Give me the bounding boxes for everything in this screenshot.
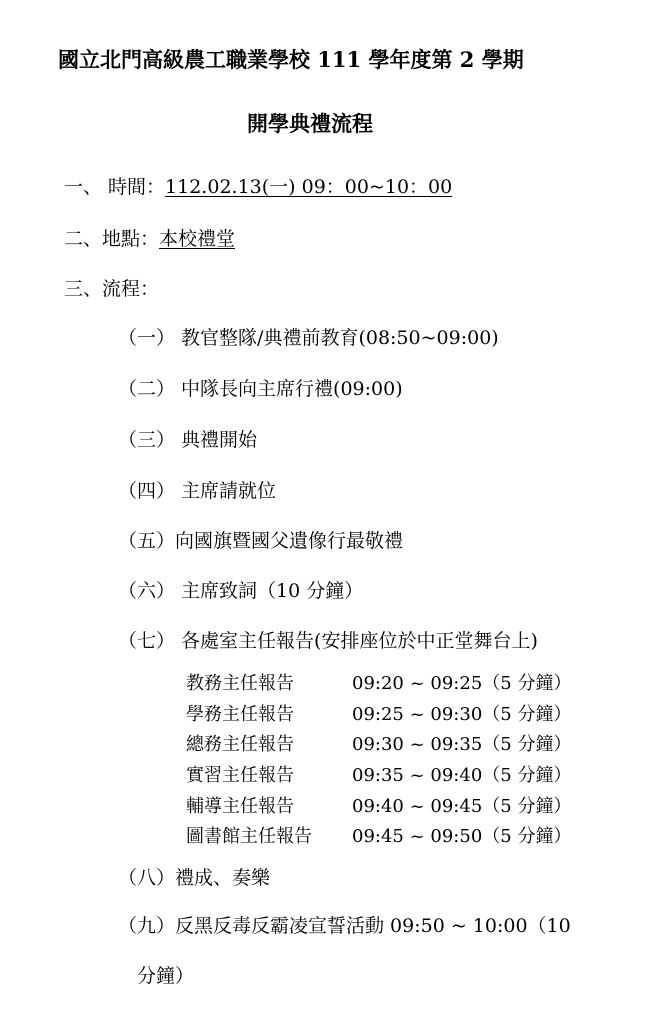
report-time: 09:30 ~ 09:35（5 分鐘） — [352, 734, 572, 755]
report-name: 總務主任報告 — [186, 734, 294, 755]
step-item: （九）反黑反毒反霸凌宣誓活動 09:50 ~ 10:00（10 — [118, 915, 571, 937]
step-item: （五）向國旗暨國父遺像行最敬禮 — [118, 530, 404, 552]
report-time: 09:45 ~ 09:50（5 分鐘） — [352, 826, 572, 847]
report-name: 輔導主任報告 — [186, 796, 294, 817]
place-line — [64, 227, 235, 251]
place-value: 本校禮堂 — [159, 228, 236, 250]
step-item: （六） 主席致詞（10 分鐘） — [118, 580, 364, 602]
time-line — [64, 175, 452, 199]
step-item: （三） 典禮開始 — [118, 429, 258, 451]
step-item: （七） 各處室主任報告(安排座位於中正堂舞台上) — [118, 630, 538, 652]
report-name: 實習主任報告 — [186, 765, 294, 786]
step-item: （二） 中隊長向主席行禮(09:00) — [118, 378, 403, 400]
place-label: 二、地點： — [64, 228, 160, 250]
time-value: 112.02.13(一) 09：00~10：00 — [165, 176, 453, 198]
step-item: （八）禮成、奏樂 — [118, 867, 271, 889]
document-subtitle: 開學典禮流程 — [247, 111, 373, 136]
report-time: 09:20 ~ 09:25（5 分鐘） — [352, 673, 572, 694]
report-time: 09:35 ~ 09:40（5 分鐘） — [352, 765, 572, 786]
document-title: 國立北門高級農工職業學校 111 學年度第 2 學期 — [58, 47, 524, 72]
report-time: 09:25 ~ 09:30（5 分鐘） — [352, 704, 572, 725]
report-name: 圖書館主任報告 — [186, 826, 312, 847]
report-name: 學務主任報告 — [186, 704, 294, 725]
report-time: 09:40 ~ 09:45（5 分鐘） — [352, 796, 572, 817]
step-item-continuation: 分鐘） — [137, 965, 195, 987]
report-name: 教務主任報告 — [186, 673, 294, 694]
step-item: （一） 教官整隊/典禮前教育(08:50~09:00) — [118, 327, 499, 349]
step-item: （四） 主席請就位 — [118, 480, 277, 502]
flow-label: 三、流程： — [64, 278, 160, 300]
time-label: 一、 時間： — [64, 176, 166, 198]
